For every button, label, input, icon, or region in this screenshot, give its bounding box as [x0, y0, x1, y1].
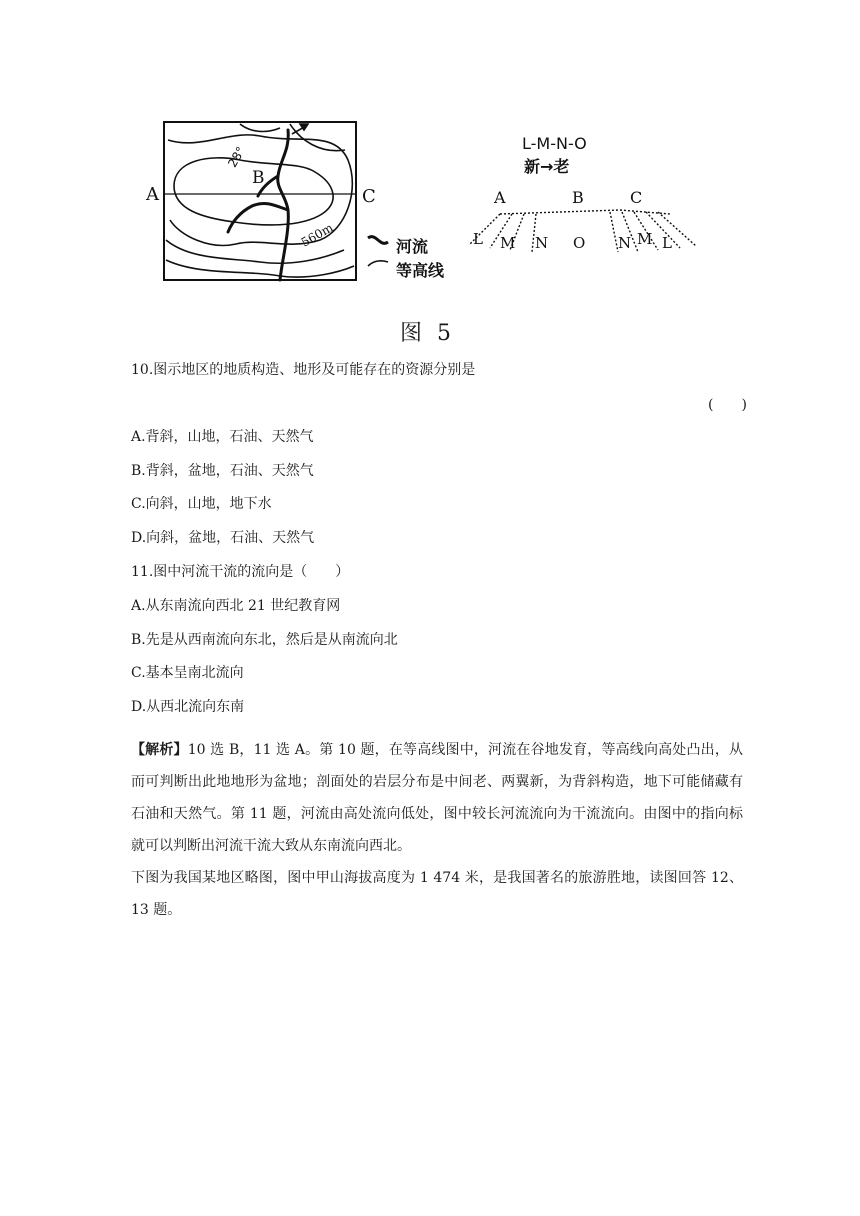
map-label-b: B [252, 168, 265, 188]
question-11-stem: 11.图中河流干流的流向是（ ） [131, 564, 350, 580]
figure-caption: 图 5 [400, 321, 455, 346]
map-label-c: C [362, 186, 376, 207]
question-10-option-a: A.背斜，山地，石油、天然气 [131, 429, 314, 445]
legend-river-label: 河流 [396, 237, 429, 256]
stratum-label: L [473, 230, 483, 248]
section-label-a: A [494, 188, 506, 207]
question-10-answer-blank: ( ) [708, 397, 747, 413]
section-label-c: C [630, 188, 643, 207]
analysis-tag: 【解析】 [131, 742, 188, 758]
stratum-label: L [662, 234, 672, 252]
question-10-option-c: C.向斜，山地，地下水 [131, 496, 272, 512]
question-11-option-d: D.从西北流向东南 [131, 699, 245, 715]
contour-lines [166, 124, 354, 277]
analysis-text: 10 选 B，11 选 A。第 10 题，在等高线图中，河流在谷地发育，等高线向高处凸出，从而可判断出此地地形为盆地；剖面处的岩层分布是中间老、两翼新，为背斜构造，地下可能储藏有石油和天然气。第 11 题，河流由高处流向低处，图中较长河流流向为干流流向。由图中的指向标就可以判断出河流干流大致从东南流向西北。 [131, 742, 744, 854]
legend-contour-label: 等高线 [396, 261, 445, 280]
stratum-label: N [535, 234, 549, 252]
question-11-option-c: C.基本呈南北流向 [131, 665, 244, 681]
stratum-label: M [500, 234, 516, 252]
figure-drawing [140, 110, 720, 350]
question-11-option-b: B.先是从西南流向东北，然后是从南流向北 [131, 632, 398, 648]
section-label-b: B [572, 188, 584, 207]
contour-label: 560m [298, 220, 336, 250]
question-11-option-a: A.从东南流向西北 21 世纪教育网 [131, 598, 341, 614]
legend-contour-icon [368, 261, 388, 266]
stratum-label: N [618, 234, 632, 252]
figure-5 [140, 110, 720, 350]
analysis-block [131, 734, 743, 926]
stratum-label: O [573, 234, 586, 252]
question-10-option-d: D.向斜，盆地，石油、天然气 [131, 530, 315, 546]
next-question-intro: 下图为我国某地区略图，图中甲山海拔高度为 1 474 米，是我国著名的旅游胜地，读图回答 12、13 题。 [131, 870, 743, 918]
question-10-option-b: B.背斜，盆地，石油、天然气 [131, 463, 314, 479]
legend-river-icon [368, 237, 388, 244]
section-title-top: L-M-N-O [522, 134, 587, 153]
angle-label: 28° [225, 144, 249, 170]
stratum-label: M [637, 230, 653, 248]
question-10-stem: 10.图示地区的地质构造、地形及可能存在的资源分别是 [131, 362, 476, 378]
section-title-bottom: 新→老 [524, 157, 570, 176]
map-label-a: A [146, 184, 159, 205]
